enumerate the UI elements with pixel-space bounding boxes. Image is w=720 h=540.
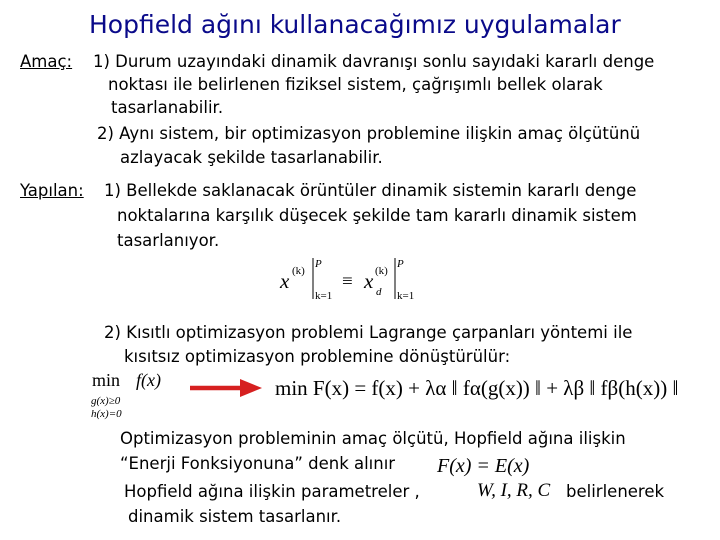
formula-lhs-var: x bbox=[280, 269, 290, 293]
page-title: Hopfield ağını kullanacağımız uygulamalar bbox=[89, 10, 621, 39]
amac-item1-line2: noktası ile belirlenen fiziksel sistem, çağrışımlı bellek olarak bbox=[108, 75, 603, 94]
min-operator: min bbox=[92, 370, 121, 390]
lagrange-formula bbox=[275, 374, 705, 408]
arrow-icon bbox=[188, 377, 264, 399]
formula-rhs-lower: k=1 bbox=[397, 290, 415, 302]
min-constraint-h: h(x)=0 bbox=[91, 408, 122, 420]
conclusion-line1: Optimizasyon probleminin amaç ölçütü, Hopfield ağına ilişkin bbox=[120, 429, 626, 448]
amac-item1-line3: tasarlanabilir. bbox=[111, 98, 224, 117]
amac-label: Amaç: bbox=[20, 52, 73, 71]
formula-lhs-upper: P bbox=[315, 258, 322, 270]
conclusion-line3b: belirlenerek bbox=[566, 482, 665, 501]
equivalence-formula bbox=[274, 255, 424, 305]
formula-rhs-sup: (k) bbox=[375, 265, 388, 277]
amac-item2-line2: azlayacak şekilde tasarlanabilir. bbox=[120, 148, 383, 167]
conclusion-line2: “Enerji Fonksiyonuna” denk alınır bbox=[120, 454, 396, 473]
formula-equiv-sign: ≡ bbox=[342, 271, 353, 292]
formula-lhs-sup: (k) bbox=[292, 265, 305, 277]
lagrange-formula-text: min F(x) = f(x) + λα ‖ fα(g(x)) ‖ + λβ ‖ fβ(h(x)) ‖ bbox=[275, 376, 679, 400]
formula-rhs-var: x bbox=[364, 269, 374, 293]
yapilan-item2-line2: kısıtsız optimizasyon problemine dönüştürülür: bbox=[124, 347, 511, 366]
formula-lhs-lower: k=1 bbox=[315, 290, 333, 302]
min-fx: f(x) bbox=[136, 370, 161, 390]
formula-rhs-upper: P bbox=[397, 258, 404, 270]
params-formula: W, I, R, C bbox=[477, 480, 551, 501]
amac-item1-line1: 1) Durum uzayındaki dinamik davranışı sonlu sayıdaki kararlı denge bbox=[93, 52, 655, 71]
min-formula bbox=[88, 368, 188, 422]
yapilan-item1-line2: noktalarına karşılık düşecek şekilde tam kararlı dinamik sistem bbox=[117, 206, 637, 225]
yapilan-item2-line1: 2) Kısıtlı optimizasyon problemi Lagrange çarpanları yöntemi ile bbox=[104, 323, 633, 342]
amac-item2-line1: 2) Aynı sistem, bir optimizasyon problemine ilişkin amaç ölçütünü bbox=[97, 124, 641, 143]
yapilan-label: Yapılan: bbox=[20, 181, 84, 200]
yapilan-item1-line3: tasarlanıyor. bbox=[117, 231, 220, 250]
formula-rhs-sub: d bbox=[376, 286, 382, 298]
energy-formula: F(x) = E(x) bbox=[437, 455, 530, 477]
conclusion-line4: dinamik sistem tasarlanır. bbox=[128, 507, 342, 526]
yapilan-item1-line1: 1) Bellekde saklanacak örüntüler dinamik sistemin kararlı denge bbox=[104, 181, 637, 200]
min-constraint-g: g(x)≥0 bbox=[91, 395, 121, 407]
conclusion-line3a: Hopfield ağına ilişkin parametreler , bbox=[124, 482, 420, 501]
